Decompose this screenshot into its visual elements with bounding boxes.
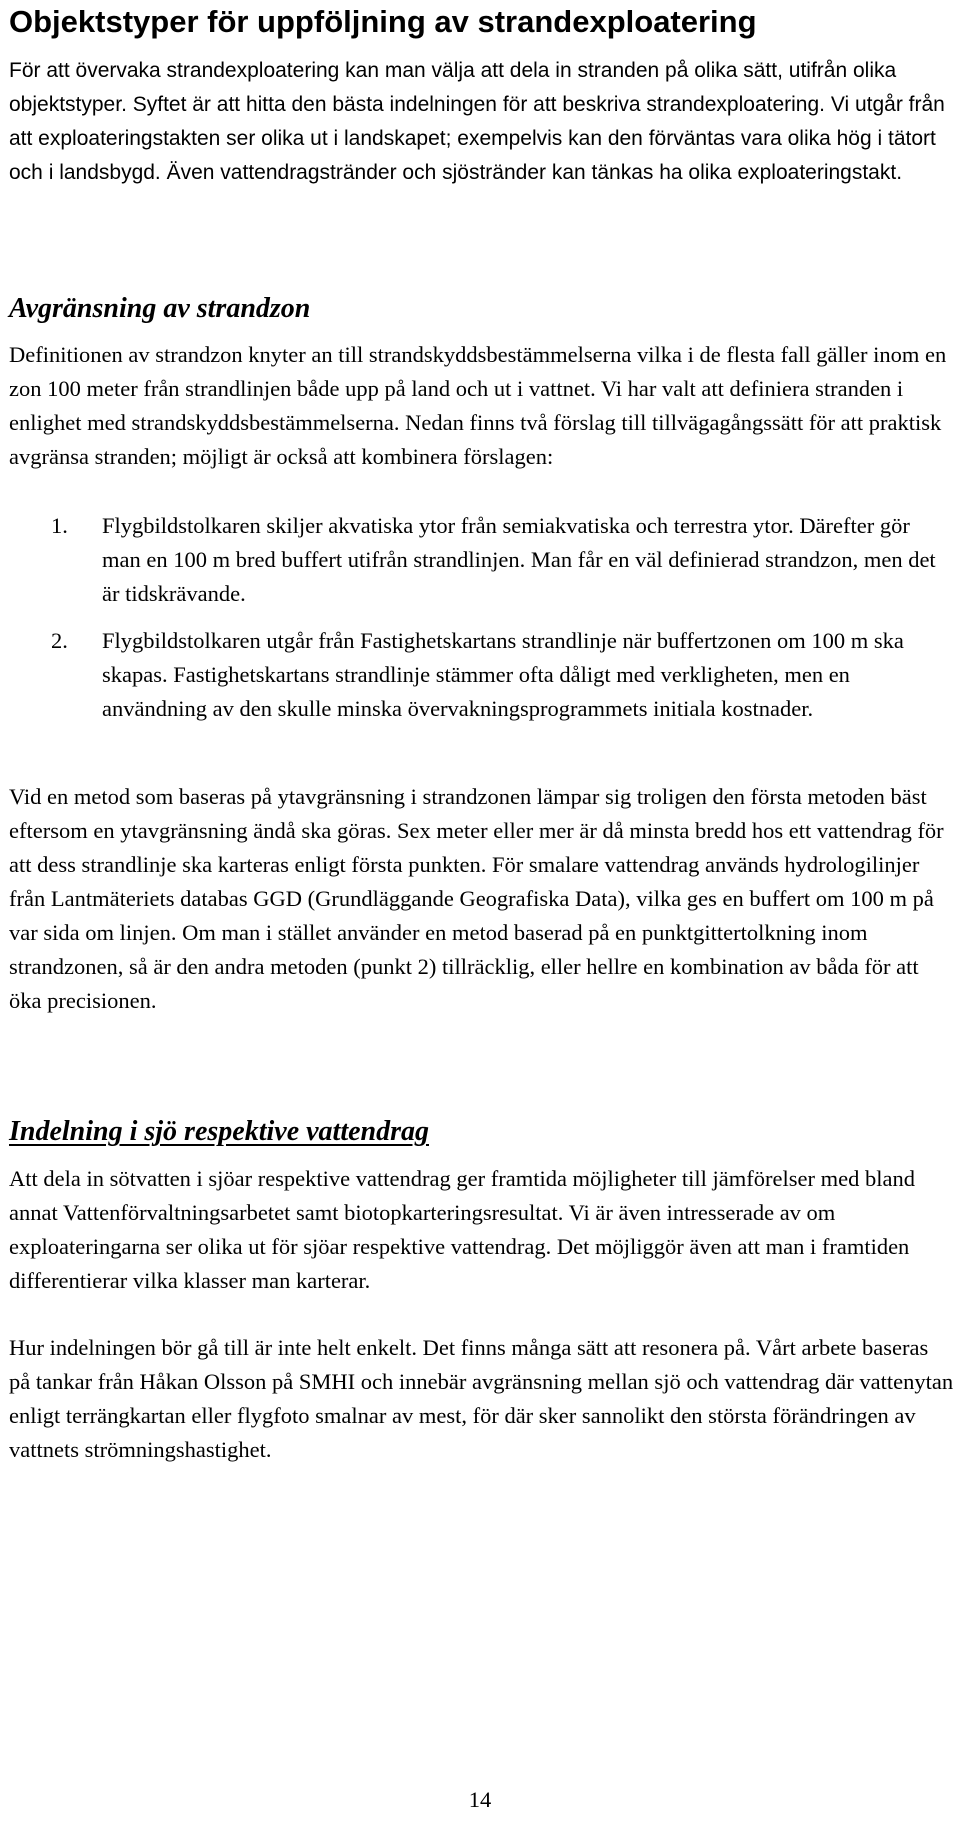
proposal-list <box>9 509 954 739</box>
proposal-item <box>9 624 954 726</box>
proposal-text: Flygbildstolkaren skiljer akvatiska ytor från semiakvatiska och terrestra ytor. Därefter gör man en 100 m bred buffert utifrån strandlinjen. Man får en väl definierad strandzon, men det är tidskrävande. <box>102 513 936 606</box>
strandzon-paragraph: Definitionen av strandzon knyter an till strandskyddsbestämmelserna vilka i de flesta fall gäller inom en zon 100 meter från strandlinjen både upp på land och ut i vattnet. Vi har valt att definiera stranden i enlighet med strandskyddsbestämmelserna. Nedan finns två förslag till tillvägagångssätt för att praktisk avgränsa stranden; möjligt är också att kombinera förslagen: <box>9 342 947 469</box>
proposal-number: 2. <box>51 628 68 653</box>
indelning-paragraph-1: Att dela in sötvatten i sjöar respektive vattendrag ger framtida möjligheter till jämförelser med bland annat Vattenförvaltningsarbetet samt biotopkarteringsresultat. Vi är även intresserade av om exploateringarna ser olika ut för sjöar respektive vattendrag. Det möjliggör även att man i framtiden differentierar vilka klasser man karterar. <box>9 1166 915 1293</box>
proposal-text: Flygbildstolkaren utgår från Fastighetskartans strandlinje när buffertzonen om 100 m ska skapas. Fastighetskartans strandlinje stämmer ofta dåligt med verkligheten, men en användning av den skulle minska övervakningsprogrammets initiala kostnader. <box>102 628 904 721</box>
indelning-paragraph-2: Hur indelningen bör gå till är inte helt enkelt. Det finns många sätt att resonera på. Vårt arbete baseras på tankar från Håkan Olsson på SMHI och innebär avgränsning mellan sjö och vattendrag där vattenytan enligt terrängkartan eller flygfoto smalnar av mest, för där sker sannolikt den största förändringen av vattnets strömningshastighet. <box>9 1335 954 1462</box>
page-heading: Objektstyper för uppföljning av strandexploatering <box>9 4 757 39</box>
intro-paragraph: För att övervaka strandexploatering kan man välja att dela in stranden på olika sätt, utifrån olika objektstyper. Syftet är att hitta den bästa indelningen för att beskriva strandexploatering. Vi utgår från att exploateringstakten ser olika ut i landskapet; exempelvis kan den förväntas vara olika hög i tätort och i landsbygd. Även vattendragstränder och sjöstränder kan tänkas ha olika exploateringstakt. <box>9 59 945 184</box>
proposal-item <box>9 509 954 611</box>
page-number: 14 <box>468 1787 492 1812</box>
section-heading-indelning: Indelning i sjö respektive vattendrag <box>9 1116 429 1147</box>
strandzon-conclusion-paragraph: Vid en metod som baseras på ytavgränsning i strandzonen lämpar sig troligen den första metoden bäst eftersom en ytavgränsning ändå ska göras. Sex meter eller mer är då minsta bredd hos ett vattendrag för att dess strandlinje ska karteras enligt första punkten. För smalare vattendrag används hydrologilinjer från Lantmäteriets databas GGD (Grundläggande Geografiska Data), vilka ges en buffert om 100 m på var sida om linjen. Om man i stället använder en metod baserad på en punktgittertolkning inom strandzonen, så är den andra metoden (punkt 2) tillräcklig, eller hellre en kombination av båda för att öka precisionen. <box>9 784 944 1013</box>
section-heading-strandzon: Avgränsning av strandzon <box>9 293 311 324</box>
proposal-number: 1. <box>51 513 68 538</box>
